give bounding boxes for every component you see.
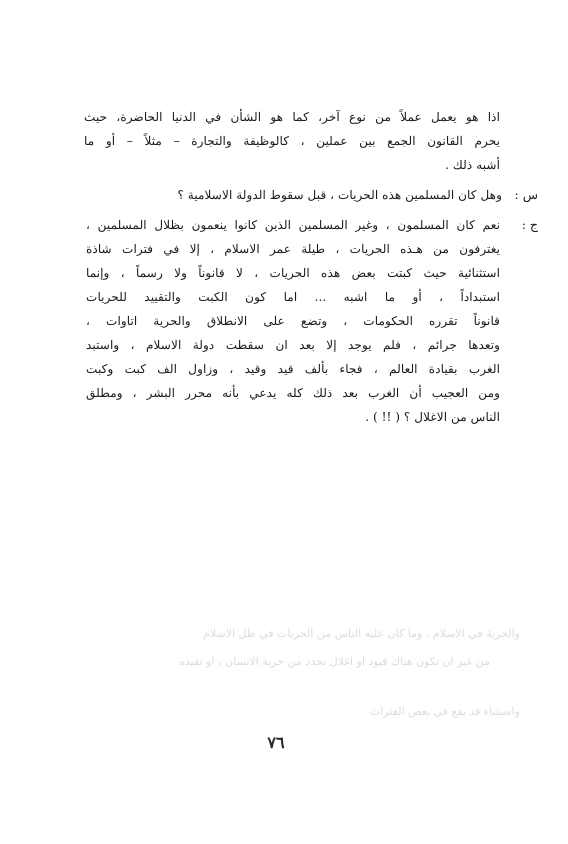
answer-label: ج : <box>521 217 538 232</box>
answer-paragraph <box>86 213 500 429</box>
bleed-through-line: والحرية في الاسلام ، وما كان عليه الناس من الحريات في ظل الاسلام <box>203 627 520 640</box>
bleed-through-line: واستثناء قد يقع في بعض الفترات <box>369 705 520 718</box>
answer-line: ومن العجيب أن الغرب بعد ذلك كله يدعي بأنه محرر البشر ، ومطلق <box>86 386 500 400</box>
intro-line: اذا هو يعمل عملاً من نوع آخر، كما هو الشأن في الدنيا الحاضرة، حيث <box>84 110 500 124</box>
intro-line: أشبه ذلك . <box>445 158 500 172</box>
question-text <box>104 183 502 207</box>
answer-line: الغرب بقيادة العالم ، فجاء بألف قيد وقيد ، وزاول الف كبت وكبت <box>86 362 500 376</box>
answer-line: استبداداً ، أو ما اشبه ... اما كون الكبت والتقييد للحريات <box>86 290 500 304</box>
intro-paragraph <box>84 105 500 177</box>
answer-line: وتعدها جرائم ، فلم يوجد إلا بعد ان سقطت دولة الاسلام ، واستبد <box>86 338 500 352</box>
answer-line: قانوناً تقرره الحكومات ، وتضع على الانطلاق والحرية اتاوات ، <box>86 314 500 328</box>
intro-line: يحرم القانون الجمع بين عملين ، كالوظيفة والتجارة – مثلاً – أو ما <box>84 134 500 148</box>
answer-line: يغترفون من هـذه الحريات ، طيلة عمر الاسلام ، إلا في فترات شاذة <box>86 242 500 256</box>
answer-line: نعم كان المسلمون ، وغير المسلمين الذين كانوا ينعمون بظلال المسلمين ، <box>86 218 500 232</box>
bleed-through-line: من غير ان تكون هناك قيود او اغلال تحدد من حرية الانسان ، او تقيده <box>179 655 490 668</box>
answer-line: استثنائية حيث كبتت بعض هذه الحريات ، لا قانوناً ولا رسماً ، وإنما <box>86 266 500 280</box>
answer-line: الناس من الاغلال ؟ ( !! ) . <box>365 410 500 424</box>
question-line: وهل كان المسلمين هذه الحريات ، قبل سقوط الدولة الاسلامية ؟ <box>177 188 502 202</box>
page-number: ٧٦ <box>267 733 285 752</box>
question-label: س : <box>514 187 538 202</box>
